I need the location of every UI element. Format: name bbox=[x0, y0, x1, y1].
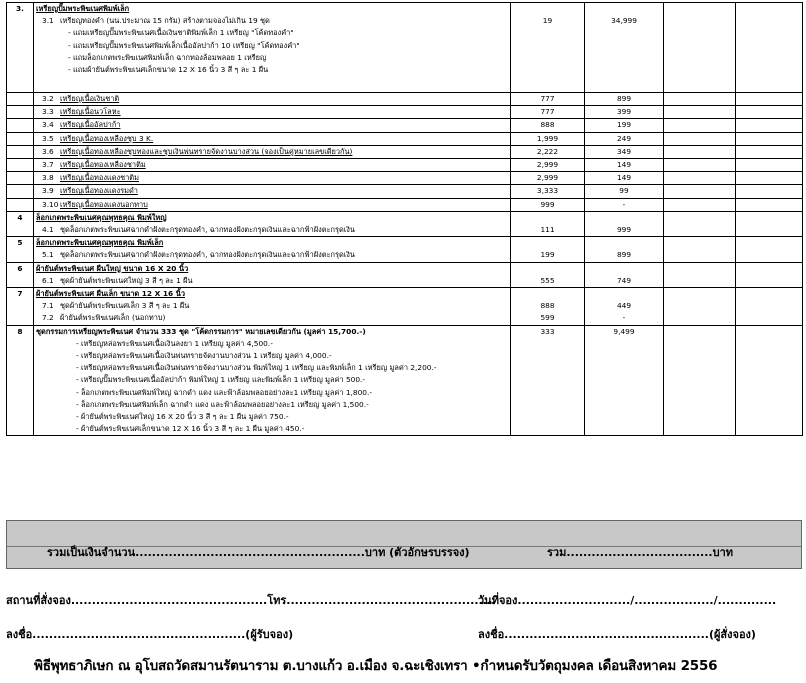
order-amount-cell[interactable] bbox=[736, 211, 803, 236]
ceremony-footer: พิธีพุทธาภิเษก ณ อุโบสถวัดสมานรัตนาราม ต.บางแก้ว อ.เมือง จ.ฉะเชิงเทรา •กำหนดรับวัตถุมงคล เดือนสิงหาคม 2556 bbox=[34, 658, 718, 674]
sub-item: 3.1 เหรียญทองคำ (นน.ประมาณ 15 กรัม) สร้างตามจองไม่เกิน 19 ชุด bbox=[42, 16, 270, 26]
bullet-line: - ล็อกเกตพระพิฆเนศพิมพ์เล็ก ฉากดำ แดง และฟ้าล้อมพลอยอย่างละ1 เหรียญ มูลค่า 1,500.- bbox=[76, 399, 369, 409]
total-bar bbox=[6, 520, 802, 569]
item-description: ชุดกรรมการเหรียญพระพิฆเนศ จำนวน 333 ชุด "โค้ดกรรมการ" หมายเลขเดียวกัน (มูลค่า 15,700.-) - เหรียญหล่อพระพิฆเนศเนื้อเงินลงยา 1 เหรียญ มูลค่า 4,500.- - เหรียญหล่อพระพิฆเนศเนื้อเงินพ่นทรายจัดงานบางส่วน 1 เหรียญ มูลค่า 4,000.- - เหรียญหล่อพระพิฆเนศเนื้อเงินพ่นทรายจัดงานบางส่วน พิมพ์ใหญ่ 1 เหรียญ และพิมพ์เล็ก 1 เหรียญ มูลค่า 2,200.- - เหรียญปั๊มพระพิฆเนศเนื้ออัลปาก้า พิมพ์ใหญ่ 1 เหรียญ และพิมพ์เล็ก 1 เหรียญ มูลค่า 500.- - ล็อกเกตพระพิฆเนศพิมพ์ใหญ่ ฉากดำ แดง และฟ้าล้อมพลอยอย่างละ1 เหรียญ มูลค่า 1,800.- - ล็อกเกตพระพิฆเนศพิมพ์เล็ก ฉากดำ แดง และฟ้าล้อมพลอยอย่างละ1 เหรียญ มูลค่า 1,500.- - ผ้ายันต์พระพิฆเนศใหญ่ 16 X 20 นิ้ว 3 สี ๆ ละ 1 ผืน มูลค่า 750.- - ผ้ายันต์พระพิฆเนศเล็กขนาด 12 X 16 นิ้ว 3 สี ๆ ละ 1 ผืน มูลค่า 450.- bbox=[34, 325, 511, 436]
total-amount-text[interactable]: รวมเป็นเงินจำนวน.......................................................บาท (ตัวอักษรบรรจง) bbox=[47, 546, 470, 559]
bullet-line: - แถมผ้ายันต์พระพิฆเนศเล็กขนาด 12 X 16 นิ้ว 3 สี ๆ ละ 1 ผืน bbox=[68, 65, 269, 75]
sub-item: 3.10 เหรียญเนื้อทองแดงนอกทาบ bbox=[34, 198, 511, 211]
order-count-cell[interactable] bbox=[664, 288, 736, 326]
price-cell: 899 bbox=[585, 237, 664, 262]
table-row bbox=[7, 262, 803, 287]
order-amount-cell[interactable] bbox=[736, 119, 803, 132]
row-number: 7 bbox=[7, 288, 34, 326]
price-cell: 99 bbox=[585, 185, 664, 198]
order-count-cell[interactable] bbox=[664, 145, 736, 158]
row-number: 6 bbox=[7, 262, 34, 287]
price-cell: 449 - bbox=[585, 288, 664, 326]
sub-item: 3.7 เหรียญเนื้อทองเหลืองชาติม bbox=[34, 159, 511, 172]
order-amount-cell[interactable] bbox=[736, 198, 803, 211]
row-number: 4 bbox=[7, 211, 34, 236]
sub-item: 3.8 เหรียญเนื้อทองแดงชาติม bbox=[34, 172, 511, 185]
order-count-cell[interactable] bbox=[664, 132, 736, 145]
table-row bbox=[7, 172, 803, 185]
order-amount-cell[interactable] bbox=[736, 106, 803, 119]
sub-item: 3.4 เหรียญเนื้ออัลปาก้า bbox=[34, 119, 511, 132]
price-cell: 9,499 bbox=[585, 325, 664, 436]
order-place-field[interactable]: สถานที่สั่งจอง...............................................โทร.................................................. bbox=[6, 594, 496, 607]
order-amount-cell[interactable] bbox=[736, 325, 803, 436]
order-amount-cell[interactable] bbox=[736, 93, 803, 106]
quantity-cell: 3,333 bbox=[511, 185, 585, 198]
bullet-line: - ผ้ายันต์พระพิฆเนศเล็กขนาด 12 X 16 นิ้ว 3 สี ๆ ละ 1 ผืน มูลค่า 450.- bbox=[76, 424, 305, 434]
table-row bbox=[7, 159, 803, 172]
order-count-cell[interactable] bbox=[664, 325, 736, 436]
order-count-cell[interactable] bbox=[664, 262, 736, 287]
price-cell: 149 bbox=[585, 159, 664, 172]
item-description: ล็อกเกตพระพิฆเนศคุณพุทธคุณ พิมพ์ใหญ่ 4.1 ชุดล็อกเกตพระพิฆเนศฉากดำฝังตะกรุดทองคำ, ฉากทองฝังตะกรุดเงินและฉากฟ้าฝังตะกรุดเงิน bbox=[34, 211, 511, 236]
order-count-cell[interactable] bbox=[664, 3, 736, 93]
sub-item: 3.9 เหรียญเนื้อทองแดงรมดำ bbox=[34, 185, 511, 198]
order-count-cell[interactable] bbox=[664, 237, 736, 262]
sub-item: 3.6 เหรียญเนื้อทองเหลืองชุบทองและชุบเงินพ่นทรายจัดงานบางส่วน (จองเป็นคู่หมายเลขเดียวกัน) bbox=[34, 145, 511, 158]
order-amount-cell[interactable] bbox=[736, 288, 803, 326]
order-count-cell[interactable] bbox=[664, 106, 736, 119]
quantity-cell: 333 bbox=[511, 325, 585, 436]
quantity-cell: 777 bbox=[511, 106, 585, 119]
table-row bbox=[7, 132, 803, 145]
item-description: ผ้ายันต์พระพิฆเนศ ผืนใหญ่ ขนาด 16 X 20 นิ้ว 6.1 ชุดผ้ายันต์พระพิฆเนศใหญ่ 3 สี ๆ ละ 1 ผืน bbox=[34, 262, 511, 287]
sub-item: 3.5 เหรียญเนื้อทองเหลืองชุบ 3 K. bbox=[34, 132, 511, 145]
price-cell: 399 bbox=[585, 106, 664, 119]
total-sum-text[interactable]: รวม...................................บาท bbox=[547, 546, 734, 559]
order-amount-cell[interactable] bbox=[736, 159, 803, 172]
order-count-cell[interactable] bbox=[664, 119, 736, 132]
sub-item: 3.3 เหรียญเนื้อนวโลหะ bbox=[34, 106, 511, 119]
table-row bbox=[7, 198, 803, 211]
item-description bbox=[34, 3, 511, 93]
price-cell: 34,999 bbox=[585, 3, 664, 93]
price-cell: 999 bbox=[585, 211, 664, 236]
order-count-cell[interactable] bbox=[664, 159, 736, 172]
item-description: ผ้ายันต์พระพิฆเนศ ผืนเล็ก ขนาด 12 X 16 นิ้ว 7.1 ชุดผ้ายันต์พระพิฆเนศเล็ก 3 สี ๆ ละ 1 ผืน 7.2 ผ้ายันต์พระพิฆเนศเล็ก (นอกทาบ) bbox=[34, 288, 511, 326]
row-number: 3. bbox=[7, 3, 34, 93]
item-title: เหรียญปั๊มพระพิฆเนศพิมพ์เล็ก bbox=[36, 4, 130, 13]
order-amount-cell[interactable] bbox=[736, 262, 803, 287]
quantity-cell: 777 bbox=[511, 93, 585, 106]
price-cell: 749 bbox=[585, 262, 664, 287]
quantity-cell: 2,999 bbox=[511, 159, 585, 172]
order-amount-cell[interactable] bbox=[736, 185, 803, 198]
bullet-line: - เหรียญหล่อพระพิฆเนศเนื้อเงินลงยา 1 เหรียญ มูลค่า 4,500.- bbox=[76, 338, 273, 348]
table-row bbox=[7, 325, 803, 436]
quantity-cell: 2,999 bbox=[511, 172, 585, 185]
quantity-cell: 111 bbox=[511, 211, 585, 236]
table-row bbox=[7, 145, 803, 158]
table-row bbox=[7, 119, 803, 132]
order-amount-cell[interactable] bbox=[736, 145, 803, 158]
order-count-cell[interactable] bbox=[664, 93, 736, 106]
bullet-line: - ผ้ายันต์พระพิฆเนศใหญ่ 16 X 20 นิ้ว 3 สี ๆ ละ 1 ผืน มูลค่า 750.- bbox=[76, 412, 289, 422]
price-cell: 149 bbox=[585, 172, 664, 185]
table-row bbox=[7, 3, 803, 93]
order-count-cell[interactable] bbox=[664, 185, 736, 198]
order-amount-cell[interactable] bbox=[736, 237, 803, 262]
table-row bbox=[7, 237, 803, 262]
quantity-cell: 888 bbox=[511, 119, 585, 132]
bullet-line: - แถมล็อกเกตพระพิฆเนศพิมพ์เล็ก ฉากทองล้อมพลอย 1 เหรียญ bbox=[68, 52, 267, 62]
quantity-cell: 199 bbox=[511, 237, 585, 262]
bullet-line: - ล็อกเกตพระพิฆเนศพิมพ์ใหญ่ ฉากดำ แดง และฟ้าล้อมพลอยอย่างละ1 เหรียญ มูลค่า 1,800.- bbox=[76, 387, 373, 397]
customer-signature-field[interactable]: ลงชื่อ.................................................(ผู้สั่งจอง) bbox=[478, 628, 756, 641]
table-row bbox=[7, 211, 803, 236]
price-cell: 349 bbox=[585, 145, 664, 158]
quantity-cell: 1,999 bbox=[511, 132, 585, 145]
quantity-cell: 555 bbox=[511, 262, 585, 287]
order-count-cell[interactable] bbox=[664, 198, 736, 211]
sub-item: 3.2 เหรียญเนื้อเงินชาติ bbox=[34, 93, 511, 106]
table-row bbox=[7, 93, 803, 106]
quantity-cell: 888 599 bbox=[511, 288, 585, 326]
bullet-line: - เหรียญปั๊มพระพิฆเนศเนื้ออัลปาก้า พิมพ์ใหญ่ 1 เหรียญ และพิมพ์เล็ก 1 เหรียญ มูลค่า 500.- bbox=[76, 375, 366, 385]
quantity-cell: 999 bbox=[511, 198, 585, 211]
price-cell: 199 bbox=[585, 119, 664, 132]
order-count-cell[interactable] bbox=[664, 172, 736, 185]
price-cell: 899 bbox=[585, 93, 664, 106]
table-row bbox=[7, 288, 803, 326]
item-description: ล็อกเกตพระพิฆเนศคุณพุทธคุณ พิมพ์เล็ก 5.1 ชุดล็อกเกตพระพิฆเนศฉากดำฝังตะกรุดทองคำ, ฉากทองฝังตะกรุดเงินและฉากฟ้าฝังตะกรุดเงิน bbox=[34, 237, 511, 262]
price-cell: - bbox=[585, 198, 664, 211]
order-amount-cell[interactable] bbox=[736, 172, 803, 185]
order-amount-cell[interactable] bbox=[736, 132, 803, 145]
order-amount-cell[interactable] bbox=[736, 3, 803, 93]
bullet-line: - เหรียญหล่อพระพิฆเนศเนื้อเงินพ่นทรายจัดงานบางส่วน พิมพ์ใหญ่ 1 เหรียญ และพิมพ์เล็ก 1 เหรียญ มูลค่า 2,200.- bbox=[76, 363, 437, 373]
bullet-line: - แถมเหรียญปั๊มพระพิฆเนศเนื้อเงินชาติพิมพ์เล็ก 1 เหรียญ "โค้ดทองคำ" bbox=[68, 28, 294, 38]
receiver-signature-field[interactable]: ลงชื่อ...................................................(ผู้รับจอง) bbox=[6, 628, 294, 641]
quantity-cell: 19 bbox=[511, 3, 585, 93]
order-table bbox=[6, 2, 803, 436]
bullet-line: - เหรียญหล่อพระพิฆเนศเนื้อเงินพ่นทรายจัดงานบางส่วน 1 เหรียญ มูลค่า 4,000.- bbox=[76, 351, 332, 361]
order-date-field[interactable]: วันที่จอง.........................../.................../.............. bbox=[478, 594, 777, 607]
order-count-cell[interactable] bbox=[664, 211, 736, 236]
quantity-cell: 2,222 bbox=[511, 145, 585, 158]
bullet-line: - แถมเหรียญปั๊มพระพิฆเนศพิมพ์เล็กเนื้ออัลปาก้า 10 เหรียญ "โค้ดทองคำ" bbox=[68, 40, 300, 50]
table-row bbox=[7, 106, 803, 119]
row-number: 8 bbox=[7, 325, 34, 436]
table-row bbox=[7, 185, 803, 198]
row-number: 5 bbox=[7, 237, 34, 262]
price-cell: 249 bbox=[585, 132, 664, 145]
